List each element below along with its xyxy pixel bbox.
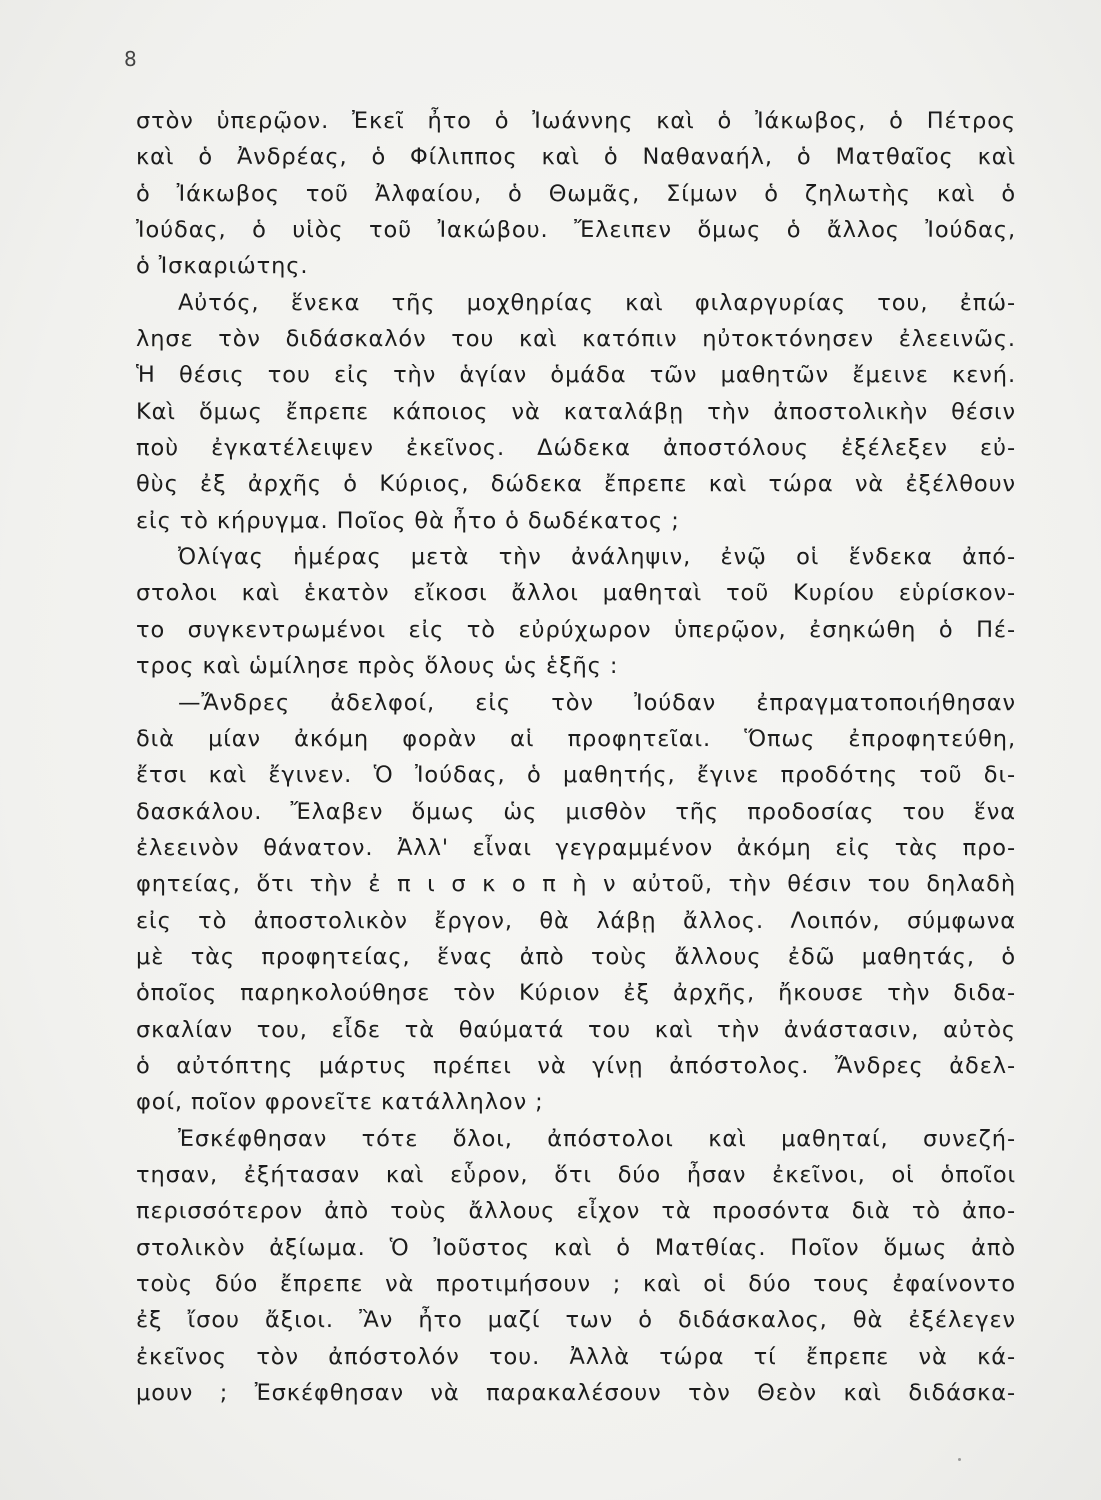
paragraph-start-line: Αὐτός, ἕνεκα τῆς μοχθηρίας καὶ φιλαργυρίας του, ἐπώ- bbox=[178, 289, 1016, 316]
text-line: τησαν, ἐξήτασαν καὶ εὗρον, ὅτι δύο ἦσαν ἐκεῖνοι, οἱ ὁποῖοι bbox=[136, 1161, 1016, 1188]
text-line: ὁ Ἰάκωβος τοῦ Ἀλφαίου, ὁ Θωμᾶς, Σίμων ὁ ζηλωτὴς καὶ ὁ bbox=[136, 180, 1016, 207]
paragraph-start-line: Ὀλίγας ἡμέρας μετὰ τὴν ἀνάληψιν, ἐνῷ οἱ ἕνδεκα ἀπό- bbox=[178, 544, 1016, 571]
text-line: στολικὸν ἀξίωμα. Ὁ Ἰοῦστος καὶ ὁ Ματθίας. Ποῖον ὅμως ἀπὸ bbox=[136, 1234, 1016, 1261]
paragraph-start-line: Ἐσκέφθησαν τότε ὅλοι, ἀπόστολοι καὶ μαθηταί, συνεζή- bbox=[178, 1125, 1016, 1152]
body-text bbox=[136, 103, 1016, 1411]
text-line: θὺς ἐξ ἀρχῆς ὁ Κύριος, δώδεκα ἔπρεπε καὶ τώρα νὰ ἐξέλθουν bbox=[136, 471, 1016, 498]
text-line: ἐξ ἴσου ἄξιοι. Ἂν ἦτο μαζί των ὁ διδάσκαλος, θὰ ἐξέλεγεν bbox=[136, 1307, 1016, 1334]
text-line: ἐκεῖνος τὸν ἀπόστολόν του. Ἀλλὰ τώρα τί ἔπρεπε νὰ κά- bbox=[136, 1343, 1016, 1370]
text-line: τοὺς δύο ἔπρεπε νὰ προτιμήσουν ; καὶ οἱ δύο τους ἐφαίνοντο bbox=[136, 1271, 1016, 1297]
text-line: στολοι καὶ ἑκατὸν εἴκοσι ἄλλοι μαθηταὶ τοῦ Κυρίου εὑρίσκον- bbox=[136, 580, 1016, 607]
text-line: ἔτσι καὶ ἔγινεν. Ὁ Ἰούδας, ὁ μαθητής, ἔγινε προδότης τοῦ δι- bbox=[136, 762, 1016, 789]
text-line: ἐλεεινὸν θάνατον. Ἀλλ' εἶναι γεγραμμένον ἀκόμη εἰς τὰς προ- bbox=[136, 834, 1016, 861]
text-line: δασκάλου. Ἔλαβεν ὅμως ὡς μισθὸν τῆς προδοσίας του ἕνα bbox=[136, 798, 1016, 825]
text-line: ὁποῖος παρηκολούθησε τὸν Κύριον ἐξ ἀρχῆς, ἤκουσε τὴν διδα- bbox=[136, 980, 1016, 1007]
paragraph-start-line: —Ἄνδρες ἀδελφοί, εἰς τὸν Ἰούδαν ἐπραγματοποιήθησαν bbox=[178, 689, 1016, 716]
text-line: μουν ; Ἐσκέφθησαν νὰ παρακαλέσουν τὸν Θεὸν καὶ διδάσκα- bbox=[136, 1380, 1016, 1407]
text-line: τρος καὶ ὡμίλησε πρὸς ὅλους ὡς ἑξῆς : bbox=[136, 653, 619, 680]
text-line: Ἡ θέσις του εἰς τὴν ἁγίαν ὁμάδα τῶν μαθητῶν ἔμεινε κενή. bbox=[136, 362, 1016, 389]
paper-speck bbox=[958, 1458, 961, 1461]
text-line: λησε τὸν διδάσκαλόν του καὶ κατόπιν ηὐτοκτόνησεν ἐλεεινῶς. bbox=[136, 326, 1016, 353]
text-line: ὁ αὐτόπτης μάρτυς πρέπει νὰ γίνῃ ἀπόστολος. Ἄνδρες ἀδελ- bbox=[136, 1052, 1016, 1079]
text-line: καὶ ὁ Ἀνδρέας, ὁ Φίλιππος καὶ ὁ Ναθαναήλ, ὁ Ματθαῖος καὶ bbox=[136, 144, 1016, 171]
text-line: ὁ Ἰσκαριώτης. bbox=[136, 253, 309, 280]
text-line: φητείας, ὅτι τὴν ἐ π ι σ κ ο π ὴ ν αὐτοῦ, τὴν θέσιν του δηλαδὴ bbox=[136, 871, 1016, 898]
text-line: το συγκεντρωμένοι εἰς τὸ εὐρύχωρον ὑπερῷον, ἐσηκώθη ὁ Πέ- bbox=[136, 616, 1016, 643]
text-line: μὲ τὰς προφητείας, ἕνας ἀπὸ τοὺς ἄλλους ἐδῶ μαθητάς, ὁ bbox=[136, 943, 1016, 970]
text-line: εἰς τὸ κήρυγμα. Ποῖος θὰ ἦτο ὁ δωδέκατος ; bbox=[136, 507, 680, 534]
text-line: διὰ μίαν ἀκόμη φορὰν αἱ προφητεῖαι. Ὅπως ἐπροφητεύθη, bbox=[136, 725, 1016, 752]
text-line: περισσότερον ἀπὸ τοὺς ἄλλους εἶχον τὰ προσόντα διὰ τὸ ἀπο- bbox=[136, 1198, 1016, 1225]
text-line: φοί, ποῖον φρονεῖτε κατάλληλον ; bbox=[136, 1089, 544, 1116]
text-line: εἰς τὸ ἀποστολικὸν ἔργον, θὰ λάβῃ ἄλλος. Λοιπόν, σύμφωνα bbox=[136, 907, 1016, 934]
page-number: 8 bbox=[124, 47, 137, 71]
text-line: στὸν ὑπερῷον. Ἐκεῖ ἦτο ὁ Ἰωάννης καὶ ὁ Ἰάκωβος, ὁ Πέτρος bbox=[136, 108, 1016, 134]
text-line: σκαλίαν του, εἶδε τὰ θαύματά του καὶ τὴν ἀνάστασιν, αὐτὸς bbox=[136, 1016, 1016, 1043]
text-line: Ἰούδας, ὁ υἱὸς τοῦ Ἰακώβου. Ἔλειπεν ὅμως ὁ ἄλλος Ἰούδας, bbox=[136, 217, 1016, 244]
text-line: Καὶ ὅμως ἔπρεπε κάποιος νὰ καταλάβῃ τὴν ἀποστολικὴν θέσιν bbox=[136, 398, 1016, 425]
text-line: ποὺ ἐγκατέλειψεν ἐκεῖνος. Δώδεκα ἀποστόλους ἐξέλεξεν εὐ- bbox=[136, 435, 1016, 462]
